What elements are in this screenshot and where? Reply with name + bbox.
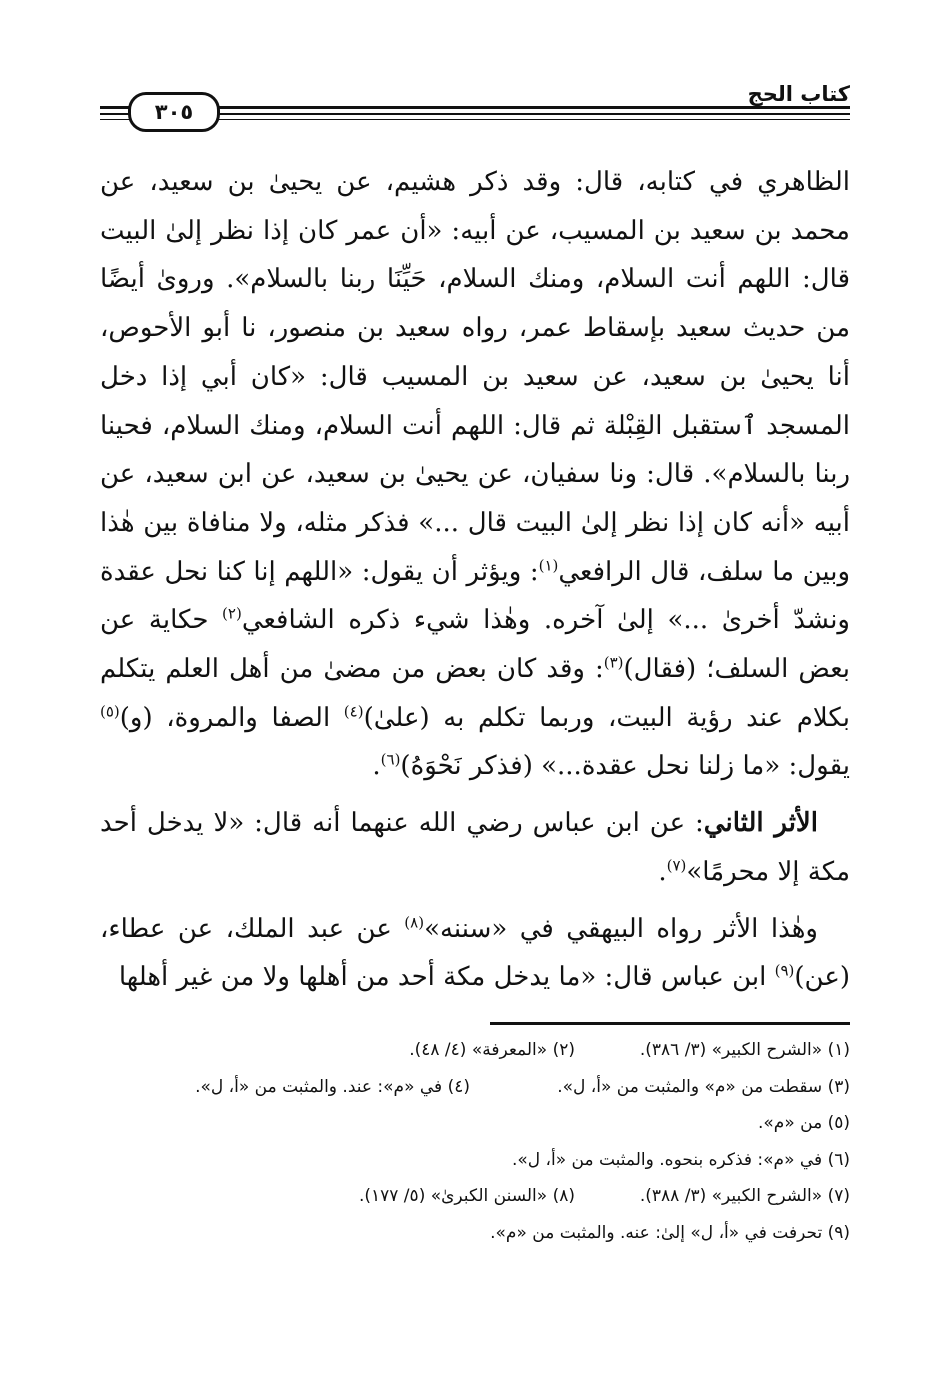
text-run: الصفا والمروة، (و) [119,702,344,733]
footnote-ref: (٧) [666,856,687,875]
text-run: . [658,856,667,887]
footnote-ref: (٥) [100,702,120,721]
text-run: وهٰذا الأثر رواه البيهقي في «سننه» [424,913,818,944]
footnote-ref: (٢) [222,604,242,623]
text-run: عن عبد الملك، عن عطاء، (عن) [100,913,850,993]
footnote-5: (٥) من «م». [758,1113,850,1133]
text-run: حكاية عن بعض السلف؛ (فقال) [100,605,850,685]
text-run: ابن عباس قال: «ما يدخل مكة أحد من أهلها ولا من غير أهلها [118,962,775,993]
footnote-row [100,1105,850,1142]
page-number: ٣٠٥ [128,92,220,132]
footnote-4: (٤) في «م»: عند. والمثبت من «أ، ل». [195,1076,470,1097]
footnote-ref: (١) [538,555,559,574]
footnote-3: (٣) سقطت من «م» والمثبت من «أ، ل». [557,1076,850,1097]
footnotes [100,1032,850,1251]
footnote-ref: (٨) [404,912,425,931]
book-title: كتاب الحج [742,82,850,106]
footnote-ref: (٩) [774,961,795,980]
text-run: : ويؤثر أن يقول: «اللهم إنا كنا نحل عقدة ونشدّ أخرىٰ ...» إلىٰ آخره. وهٰذا شيء ذكره الشافعي [100,556,850,636]
text-run: . [372,751,381,782]
footnote-ref: (٤) [343,702,364,721]
footnote-row [100,1142,850,1179]
footnote-ref: (٦) [380,750,401,769]
footnote-2: (٢) «المعرفة» (٤/ ٤٨). [409,1040,575,1060]
paragraph-1 [100,158,850,791]
footnote-ref: (٣) [603,653,624,672]
text-run: يقول: «ما زلنا نحل عقدة...» (فذكر نَحْوَهُ) [400,751,850,782]
footnote-row [100,1215,850,1252]
paragraph-3 [100,905,850,1002]
footnote-row [100,1069,850,1106]
footnote-1: (١) «الشرح الكبير» (٣/ ٣٨٦). [639,1040,850,1060]
footnote-row [100,1178,850,1215]
text-run: : وقد كان بعض من مضىٰ من أهل العلم يتكلم بكلام عند رؤية البيت، وربما تكلم به (علىٰ) [100,654,850,733]
section-lead: الأثر الثاني [703,808,818,839]
footnote-7: (٧) «الشرح الكبير» (٣/ ٣٨٨). [639,1186,850,1206]
footnote-separator [490,1022,850,1025]
footnote-8: (٨) «السنن الكبرىٰ» (٥/ ١٧٧). [358,1186,575,1206]
page-header [100,80,850,130]
footnote-9: (٩) تحرفت في «أ، ل» إلىٰ: عنه. والمثبت من «م». [490,1222,850,1243]
footnote-6: (٦) في «م»: فذكره بنحوه. والمثبت من «أ، ل». [511,1149,850,1170]
text-run: الظاهري في كتابه، قال: وقد ذكر هشيم، عن يحيىٰ بن سعيد، عن محمد بن سعيد بن المسيب، عن أبيه: «أن عمر كان إذا نظر إلىٰ البيت قال: اللهم أنت السلام، ومنك السلام، حَيِّنَا ربنا بالسلام». وروىٰ أيضًا من حديث سعيد بإسقاط عمر، رواه سعيد بن منصور، نا أبو الأحوص، أنا يحيىٰ بن سعيد، عن سعيد بن المسيب قال: «كان أبي إذا دخل المسجد ٱستقبل القِبْلة ثم قال: اللهم أنت السلام، ومنك السلام، فحينا ربنا بالسلام». قال: ونا سفيان، عن يحيىٰ بن سعيد، عن ابن سعيد، عن أبيه «أنه كان إذا نظر إلىٰ البيت قال ...» فذكر مثله، ولا منافاة بين هٰذا وبين ما سلف، قال الرافعي [100,167,851,587]
paragraph-2 [100,799,850,896]
main-text [100,158,850,1002]
footnote-row [100,1032,850,1069]
text-run: : عن ابن عباس رضي الله عنهما أنه قال: «لا يدخل أحد مكة إلا محرمًا» [100,808,850,887]
